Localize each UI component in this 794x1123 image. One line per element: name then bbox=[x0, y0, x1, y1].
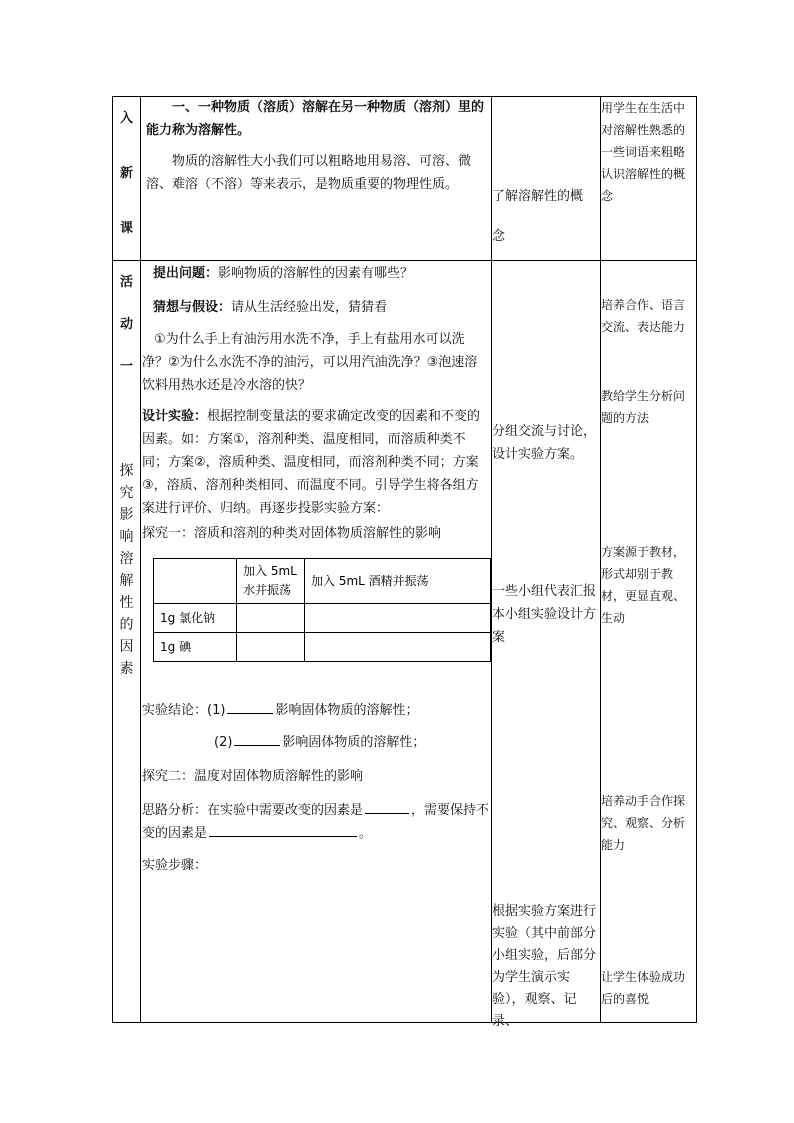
topic-char: 因 bbox=[119, 639, 134, 655]
analysis-blank-2[interactable] bbox=[209, 823, 357, 837]
design-text: 根据控制变量法的要求确定改变的因素和不变的因素。如：方案①，溶剂种类、温度相同，而溶质种类不同；方案②，溶质种类、温度相同，而溶剂种类不同；方案③，溶质、溶剂种类相同、而温度不同。引导学生将各组方案进行评价、归纳。再逐步投影实验方案： bbox=[142, 409, 481, 516]
table-row-divider bbox=[112, 260, 697, 261]
analysis-paragraph bbox=[142, 799, 490, 845]
question-line bbox=[153, 262, 489, 285]
table-header-cell: 加入 5mL 水并振荡 bbox=[237, 559, 305, 604]
table-row bbox=[154, 604, 491, 633]
table-header-cell: 加入 5mL 酒精并振荡 bbox=[305, 559, 491, 604]
explore2-title: 探究二：温度对固体物质溶解性的影响 bbox=[142, 769, 364, 784]
label-char: 一 bbox=[119, 359, 133, 374]
topic-char: 究 bbox=[119, 485, 134, 501]
intro-student-activity: 了解溶解性的概念 bbox=[492, 189, 584, 244]
label-char: 入 bbox=[119, 111, 133, 126]
design-intent-3: 方案源于教材，形式却别于教材，更显直观、生动 bbox=[601, 545, 686, 625]
conclusion-label: 实验结论： bbox=[142, 703, 208, 718]
conclusion1-suffix: 影响固体物质的溶解性； bbox=[275, 703, 419, 718]
intro-content bbox=[146, 96, 490, 196]
design-intent-2: 教给学生分析问题的方法 bbox=[601, 389, 686, 425]
hypothesis-questions: ①为什么手上有油污用水洗不净，手上有盐用水可以洗净？②为什么水洗不净的油污，可以用汽油洗净？③泡速溶饮料用热水还是冷水溶的快？ bbox=[142, 332, 478, 393]
label-char: 课 bbox=[119, 221, 133, 236]
table-row bbox=[154, 633, 491, 662]
design-label: 设计实验： bbox=[142, 409, 208, 424]
label-char: 活 bbox=[119, 275, 133, 290]
student-activity-3: 根据实验方案进行实验（其中前部分小组实验，后部分为学生演示实验），观察、记录、 bbox=[492, 904, 597, 1029]
label-char: 新 bbox=[119, 166, 133, 181]
student-activity-2: 一些小组代表汇报本小组实验设计方案 bbox=[492, 584, 597, 645]
intro-text: 物质的溶解性大小我们可以粗略地用易溶、可溶、微溶、难溶（不溶）等来表示，是物质重要的物理性质。 bbox=[146, 154, 472, 192]
design-paragraph bbox=[142, 405, 490, 520]
section-label-activity bbox=[113, 268, 140, 382]
table-cell[interactable] bbox=[305, 633, 491, 662]
intro-heading: 一、一种物质（溶质）溶解在另一种物质（溶剂）里的能力称为溶解性。 bbox=[146, 100, 485, 138]
topic-char: 影 bbox=[119, 507, 134, 523]
table-cell: 1g 碘 bbox=[154, 633, 237, 662]
steps-label: 实验步骤： bbox=[142, 858, 208, 873]
topic-char: 响 bbox=[119, 529, 134, 545]
topic-char: 性 bbox=[119, 595, 134, 611]
label-char: 动 bbox=[119, 317, 133, 332]
topic-char: 素 bbox=[119, 661, 134, 677]
design-intent-1: 培养合作、语言交流、表达能力 bbox=[601, 298, 686, 334]
table-cell[interactable] bbox=[237, 604, 305, 633]
hypothesis-text: 请从生活经验出发，猜猜看 bbox=[231, 300, 388, 315]
explore1-title: 探究一：溶质和溶剂的种类对固体物质溶解性的影响 bbox=[142, 526, 442, 541]
design-intent-5: 让学生体验成功后的喜悦 bbox=[601, 970, 686, 1006]
table-cell: 1g 氯化钠 bbox=[154, 604, 237, 633]
conclusion-1 bbox=[142, 699, 490, 722]
experiment-table bbox=[153, 558, 491, 662]
table-border-bottom bbox=[112, 1022, 697, 1023]
activity-topic-vertical bbox=[113, 460, 140, 680]
hypothesis-label: 猜想与假设： bbox=[153, 300, 232, 315]
table-cell[interactable] bbox=[305, 604, 491, 633]
analysis-end: 。 bbox=[359, 826, 373, 841]
table-header-row bbox=[154, 559, 491, 604]
conclusion2-suffix: 影响固体物质的溶解性； bbox=[282, 735, 426, 750]
question-label: 提出问题： bbox=[153, 266, 219, 281]
table-border-right bbox=[696, 96, 697, 1023]
table-col-divider-1 bbox=[140, 96, 141, 1023]
table-header-cell bbox=[154, 559, 237, 604]
design-intent-4: 培养动手合作探究、观察、分析能力 bbox=[601, 794, 686, 852]
topic-char: 解 bbox=[119, 573, 134, 589]
conclusion1-blank[interactable] bbox=[227, 700, 273, 714]
conclusion2-prefix: (2) bbox=[214, 735, 233, 750]
intro-design-intent: 用学生在生活中对溶解性熟悉的一些词语来粗略认识溶解性的概念 bbox=[601, 101, 686, 203]
conclusion2-blank[interactable] bbox=[234, 732, 280, 746]
conclusion1-prefix: (1) bbox=[207, 703, 226, 718]
conclusion-2 bbox=[214, 731, 490, 754]
analysis-middle: ，需要保持不变的因素是 bbox=[142, 803, 490, 841]
question-text: 影响物质的溶解性的因素有哪些？ bbox=[218, 266, 414, 281]
student-activity-1: 分组交流与讨论，设计实验方案。 bbox=[492, 424, 597, 462]
topic-char: 溶 bbox=[119, 551, 134, 567]
section-label-intro bbox=[113, 104, 140, 244]
analysis-prefix: 思路分析：在实验中需要改变的因素是 bbox=[142, 803, 364, 818]
table-cell[interactable] bbox=[237, 633, 305, 662]
analysis-blank-1[interactable] bbox=[365, 800, 409, 814]
topic-char: 的 bbox=[119, 617, 134, 633]
topic-char: 探 bbox=[119, 463, 134, 479]
hypothesis-line bbox=[153, 296, 489, 319]
